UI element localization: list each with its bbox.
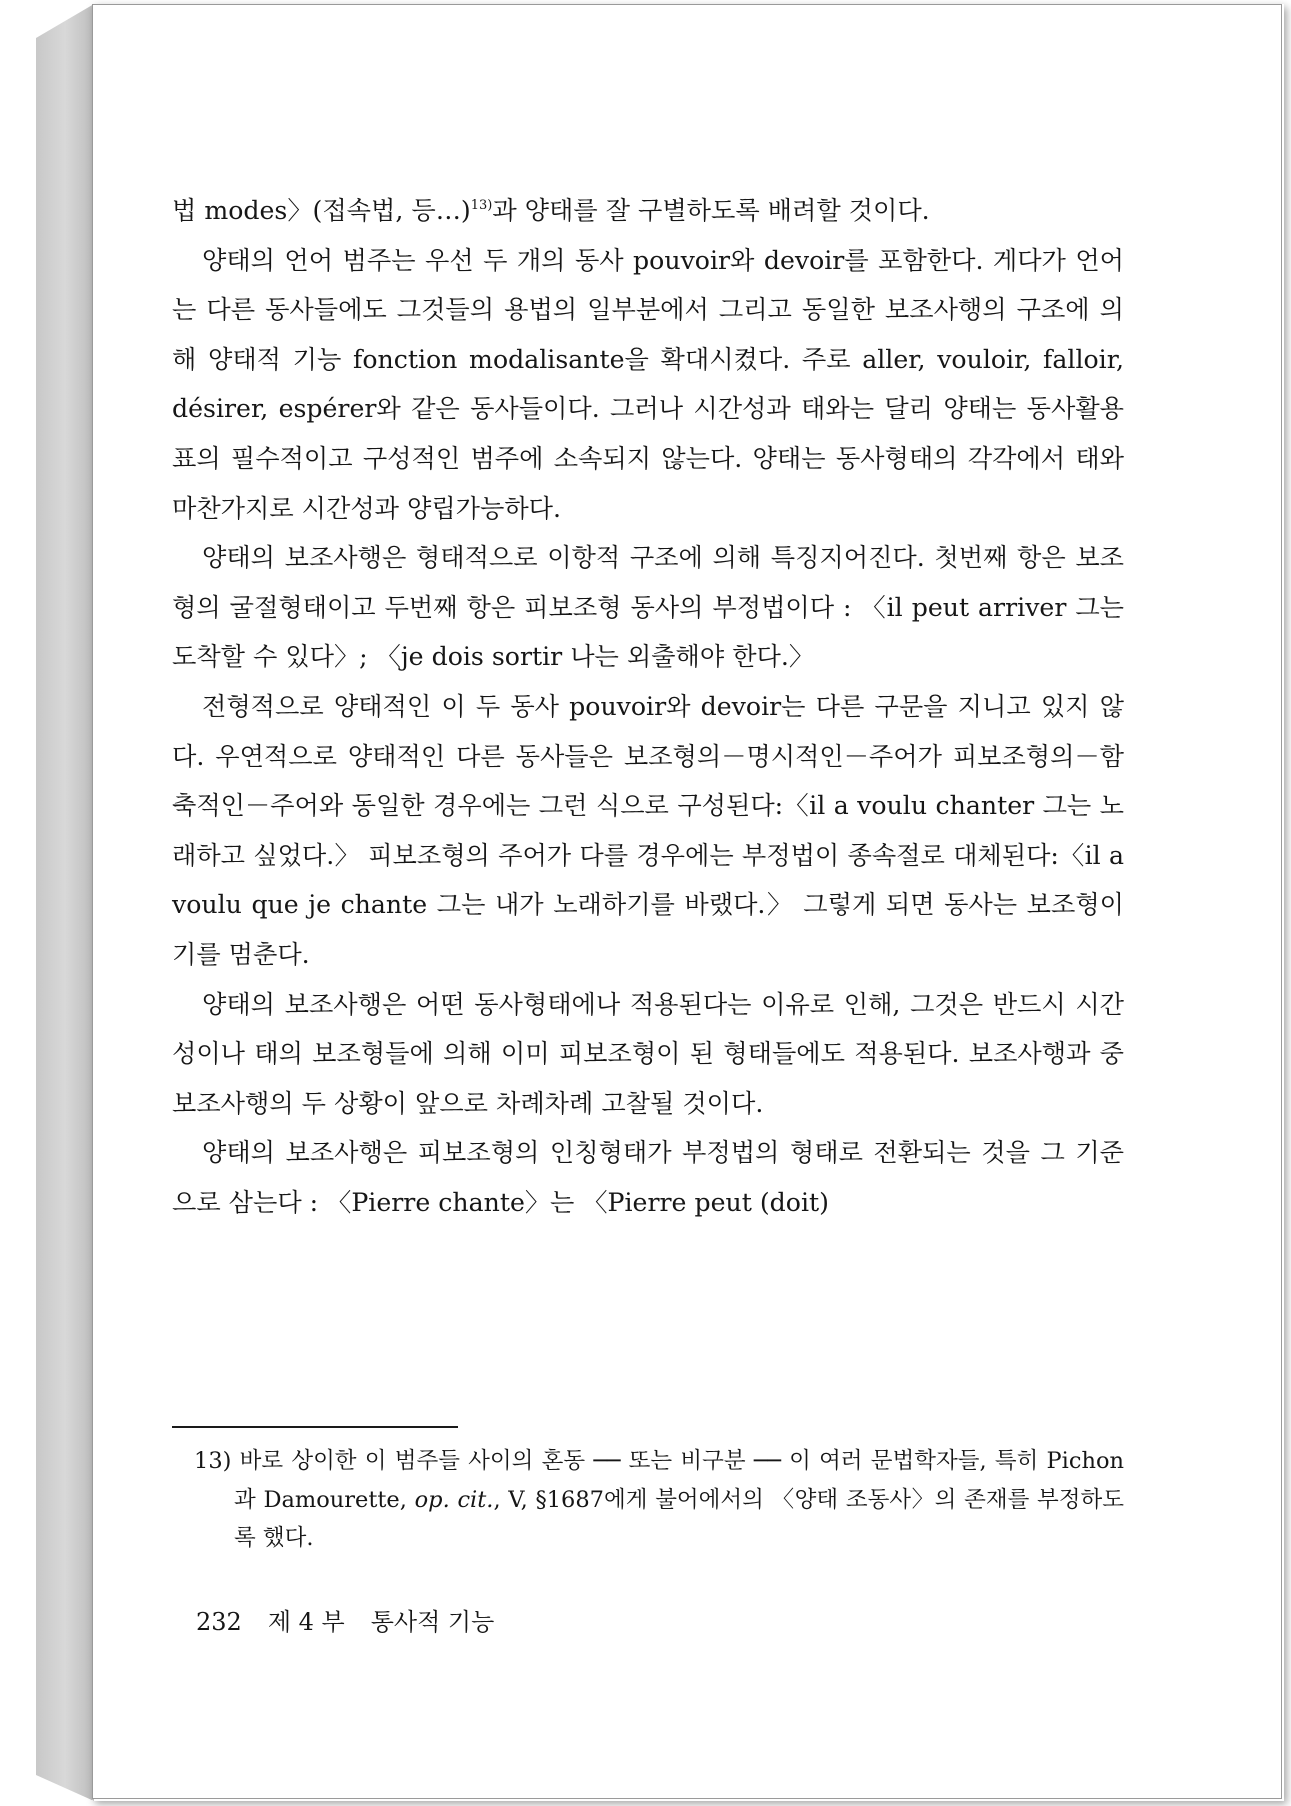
body-text [172, 186, 1124, 1227]
paragraph-2: 양태의 언어 범주는 우선 두 개의 동사 pouvoir와 devoir를 포함한다. 게다가 언어는 다른 동사들에도 그것들의 용법의 일부분에서 그리고 동일한 보조사행의 구조에 의해 양태적 기능 fonction modalisante을 확대시켰다. 주로 aller, vouloir, falloir, désirer, espérer와 같은 동사들이다. 그러나 시간성과 태와는 달리 양태는 동사활용표의 필수적이고 구성적인 범주에 소속되지 않는다. 양태는 동사형태의 각각에서 태와 마찬가지로 시간성과 양립가능하다. [172, 245, 1124, 523]
paragraph-3: 양태의 보조사행은 형태적으로 이항적 구조에 의해 특징지어진다. 첫번째 항은 보조형의 굴절형태이고 두번째 항은 피보조형 동사의 부정법이다 : 〈il peut arriver 그는 도착할 수 있다〉; 〈je dois sortir 나는 외출해야 한다.〉 [172, 543, 1124, 672]
paragraph-1-text: 법 modes〉(접속법, 등…) [172, 196, 471, 225]
footnote-13-text-b: , V, §1687에게 불어에서의 〈양태 조동사〉의 존재를 부정하도록 했다. [234, 1486, 1124, 1551]
page-corner [1255, 5, 1281, 31]
footnote-ref-13: 13) [470, 198, 493, 213]
paragraph-1-tail: 과 양태를 잘 구별하도록 배려할 것이다. [492, 196, 930, 225]
chapter-title: 통사적 기능 [370, 1608, 495, 1636]
footnotes [172, 1442, 1124, 1558]
page-number: 232 [196, 1608, 242, 1636]
footnote-divider [172, 1426, 458, 1428]
footnote-13 [194, 1442, 1124, 1558]
book-page-edge [36, 4, 94, 1801]
paragraph-4: 전형적으로 양태적인 이 두 동사 pouvoir와 devoir는 다른 구문을 지니고 있지 않다. 우연적으로 양태적인 다른 동사들은 보조형의－명시적인－주어가 피보조형의－함축적인－주어와 동일한 경우에는 그런 식으로 구성된다:〈il a voulu chanter 그는 노래하고 싶었다.〉 피보조형의 주어가 다를 경우에는 부정법이 종속절로 대체된다:〈il a voulu que je chante 그는 내가 노래하기를 바랬다.〉 그렇게 되면 동사는 보조형이기를 멈춘다. [172, 691, 1124, 969]
part-label: 제 4 부 [267, 1608, 345, 1636]
footnote-13-text-a: 13) 바로 상이한 이 범주들 사이의 혼동 ── 또는 비구분 ── 이 여러 문법학자들, 특히 Pichon과 Damourette, [194, 1448, 1124, 1513]
running-footer [196, 1607, 520, 1637]
footnote-13-italic: op. cit. [414, 1486, 494, 1513]
paragraph-6: 양태의 보조사행은 피보조형의 인칭형태가 부정법의 형태로 전환되는 것을 그 기준으로 삼는다 : 〈Pierre chante〉는 〈Pierre peut (doit) [172, 1138, 1124, 1217]
paragraph-1 [172, 186, 1124, 236]
paragraph-5: 양태의 보조사행은 어떤 동사형태에나 적용된다는 이유로 인해, 그것은 반드시 시간성이나 태의 보조형들에 의해 이미 피보조형이 된 형태들에도 적용된다. 보조사행과 중보조사행의 두 상황이 앞으로 차례차례 고찰될 것이다. [172, 989, 1124, 1118]
